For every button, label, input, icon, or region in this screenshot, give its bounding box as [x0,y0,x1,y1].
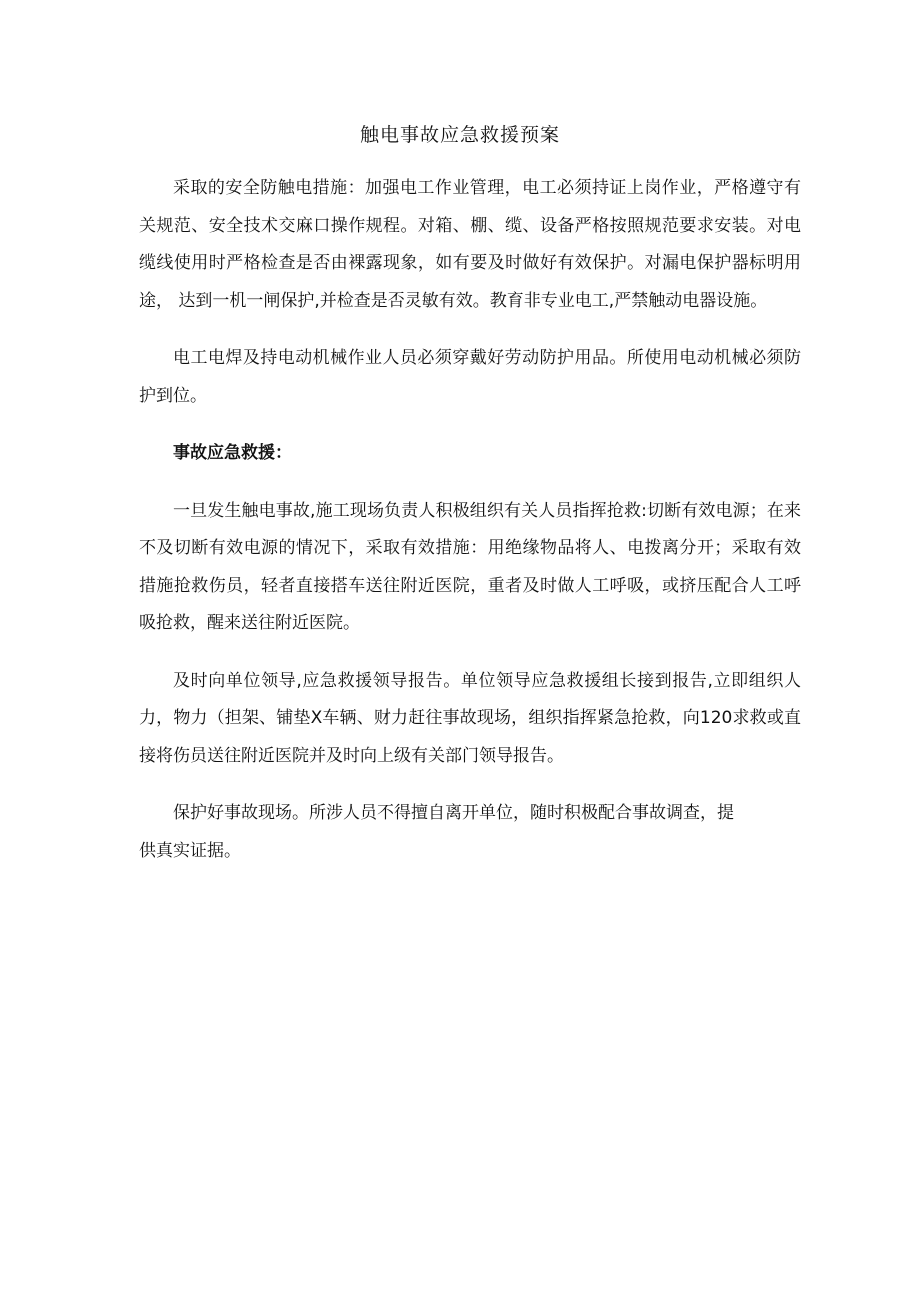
paragraph-safety-measures: 采取的安全防触电措施：加强电工作业管理，电工必须持证上岗作业，严格遵守有关规范、安全技术交麻口操作规程。对箱、棚、缆、设备严格按照规范要求安装。对电缆线使用时严格检查是否由裸露现象，如有要及时做好有效保护。对漏电保护器标明用途， 达到一机一闸保护,并检查是否灵敏有效。教育非专业电工,严禁触动电器设施。 [139,178,801,311]
section-heading-emergency-rescue: 事故应急救援： [173,443,292,463]
paragraph-scene-protection: 保护好事故现场。所涉人员不得擅自离开单位，随时积极配合事故调查，提供真实证据。 [139,803,734,861]
document-body [139,170,801,890]
paragraph-protective-equipment: 电工电焊及持电动机械作业人员必须穿戴好劳动防护用品。所使用电动机械必须防护到位。 [139,348,801,406]
paragraph-reporting: 及时向单位领导,应急救援领导报告。单位领导应急救援组长接到报告,立即组织人力，物力（担架、铺垫X车辆、财力赶往事故现场，组织指挥紧急抢救，向120求救或直接将伤员送往附近医院并及时向上级有关部门领导报告。 [139,670,801,766]
document-title: 触电事故应急救援预案 [359,124,560,146]
paragraph-rescue-procedure: 一旦发生触电事故,施工现场负责人积极组织有关人员指挥抢救:切断有效电源；在来不及切断有效电源的情况下，采取有效措施：用绝缘物品将人、电拨离分开；采取有效措施抢救伤员，轻者直接搭车送往附近医院，重者及时做人工呼吸，或挤压配合人工呼吸抢救，醒来送往附近医院。 [139,500,801,633]
